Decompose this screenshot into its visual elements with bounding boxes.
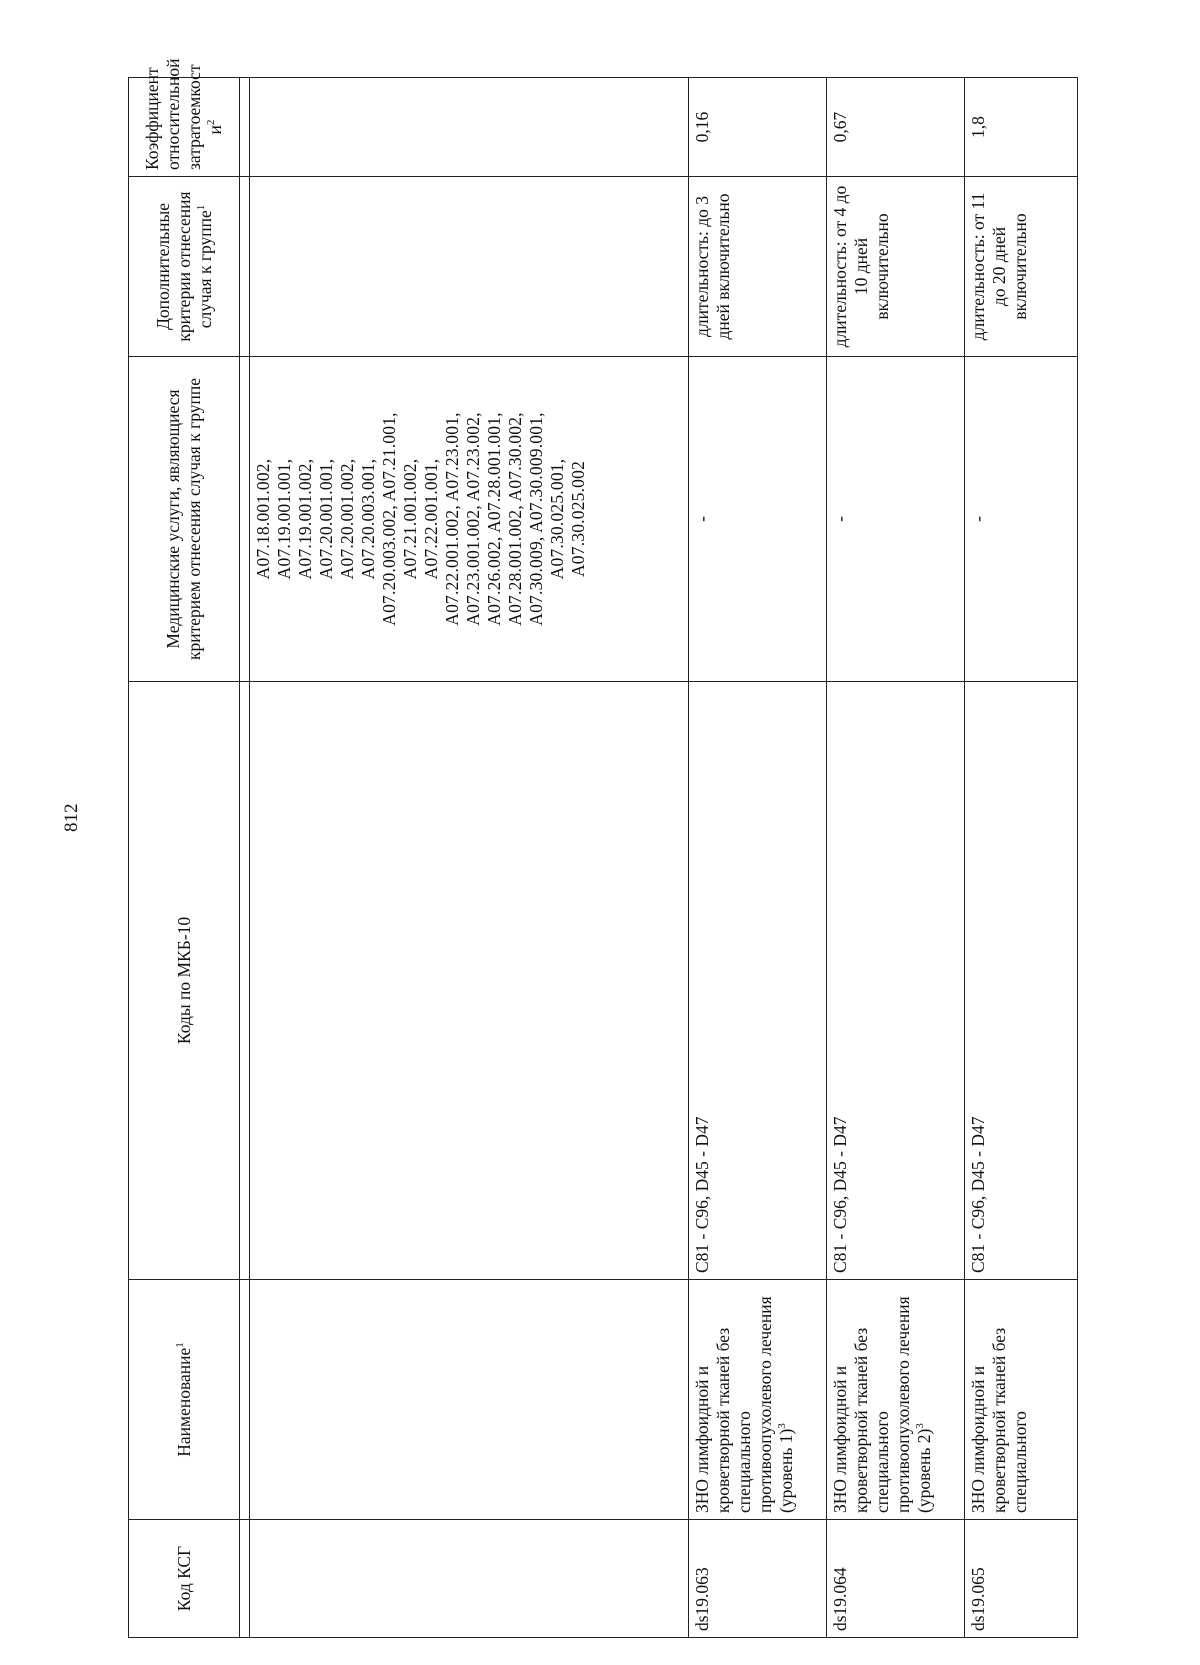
row-services: -	[689, 357, 827, 682]
row-code: ds19.063	[689, 1520, 827, 1638]
row-icd: C81 - C96, D45 - D47	[689, 682, 827, 1280]
row-coef: 0,16	[689, 78, 827, 177]
row-services: -	[965, 357, 1078, 682]
row-code: ds19.065	[965, 1520, 1078, 1638]
header-icd: Коды по МКБ-10	[129, 682, 240, 1280]
header-criteria: Дополнительные критерии отнесения случая к группе$^1$	[129, 177, 240, 357]
ksg-table	[128, 58, 1078, 1638]
service-code: A07.18.001.002,	[253, 458, 273, 580]
service-code: A07.19.001.001,	[274, 458, 294, 580]
header-code: Код КСГ	[129, 1520, 240, 1638]
service-code: A07.19.001.002,	[295, 458, 315, 580]
continued-services-cell	[250, 357, 689, 682]
table-row	[965, 78, 1078, 1638]
service-code: A07.22.001.001,	[421, 458, 441, 580]
table-row	[827, 78, 965, 1638]
row-icd: C81 - C96, D45 - D47	[965, 682, 1078, 1280]
row-criteria: длительность: от 4 до 10 дней включительно	[827, 177, 965, 357]
header-coef: Коэффициент относительной затратоемкост $и^2$	[129, 78, 240, 177]
header-services: Медицинские услуги, являющиеся критерием отнесения случая к группе	[129, 357, 240, 682]
service-code: A07.30.025.001,	[547, 458, 567, 580]
service-code: A07.28.001.002, A07.30.002,	[505, 412, 525, 626]
service-code: A07.22.001.002, A07.23.001,	[442, 412, 462, 626]
service-code: A07.30.025.002	[568, 460, 588, 578]
service-code: A07.21.001.002,	[400, 458, 420, 580]
service-code: A07.26.002, A07.28.001.001,	[484, 412, 504, 626]
page-number: 812	[61, 803, 82, 832]
rotated-table-wrapper	[128, 58, 1074, 1638]
service-code: A07.20.003.001,	[358, 458, 378, 580]
continued-services-row	[250, 78, 689, 1638]
row-services: -	[827, 357, 965, 682]
row-name: ЗНО лимфоидной и кроветворной тканей без специального	[965, 1280, 1078, 1520]
header-name: Наименование$^1$	[129, 1280, 240, 1520]
service-code: A07.30.009, A07.30.009.001,	[526, 412, 546, 626]
table-row	[689, 78, 827, 1638]
spacer-row	[240, 78, 250, 1638]
row-icd: C81 - C96, D45 - D47	[827, 682, 965, 1280]
row-coef: 0,67	[827, 78, 965, 177]
service-code: A07.20.003.002, A07.21.001,	[379, 412, 399, 626]
row-code: ds19.064	[827, 1520, 965, 1638]
service-code: A07.20.001.002,	[337, 458, 357, 580]
service-code: A07.20.001.001,	[316, 458, 336, 580]
row-name: ЗНО лимфоидной и кроветворной тканей без специального противоопухолевого лечения (уровень 2)$^3$	[827, 1280, 965, 1520]
row-criteria: длительность: от 11 до 20 дней включительно	[965, 177, 1078, 357]
row-name: ЗНО лимфоидной и кроветворной тканей без специального противоопухолевого лечения (уровень 1)$^3$	[689, 1280, 827, 1520]
row-coef: 1,8	[965, 78, 1078, 177]
table-header-row	[129, 78, 240, 1638]
service-code: A07.23.001.002, A07.23.002,	[463, 412, 483, 626]
row-criteria: длительность: до 3 дней включительно	[689, 177, 827, 357]
